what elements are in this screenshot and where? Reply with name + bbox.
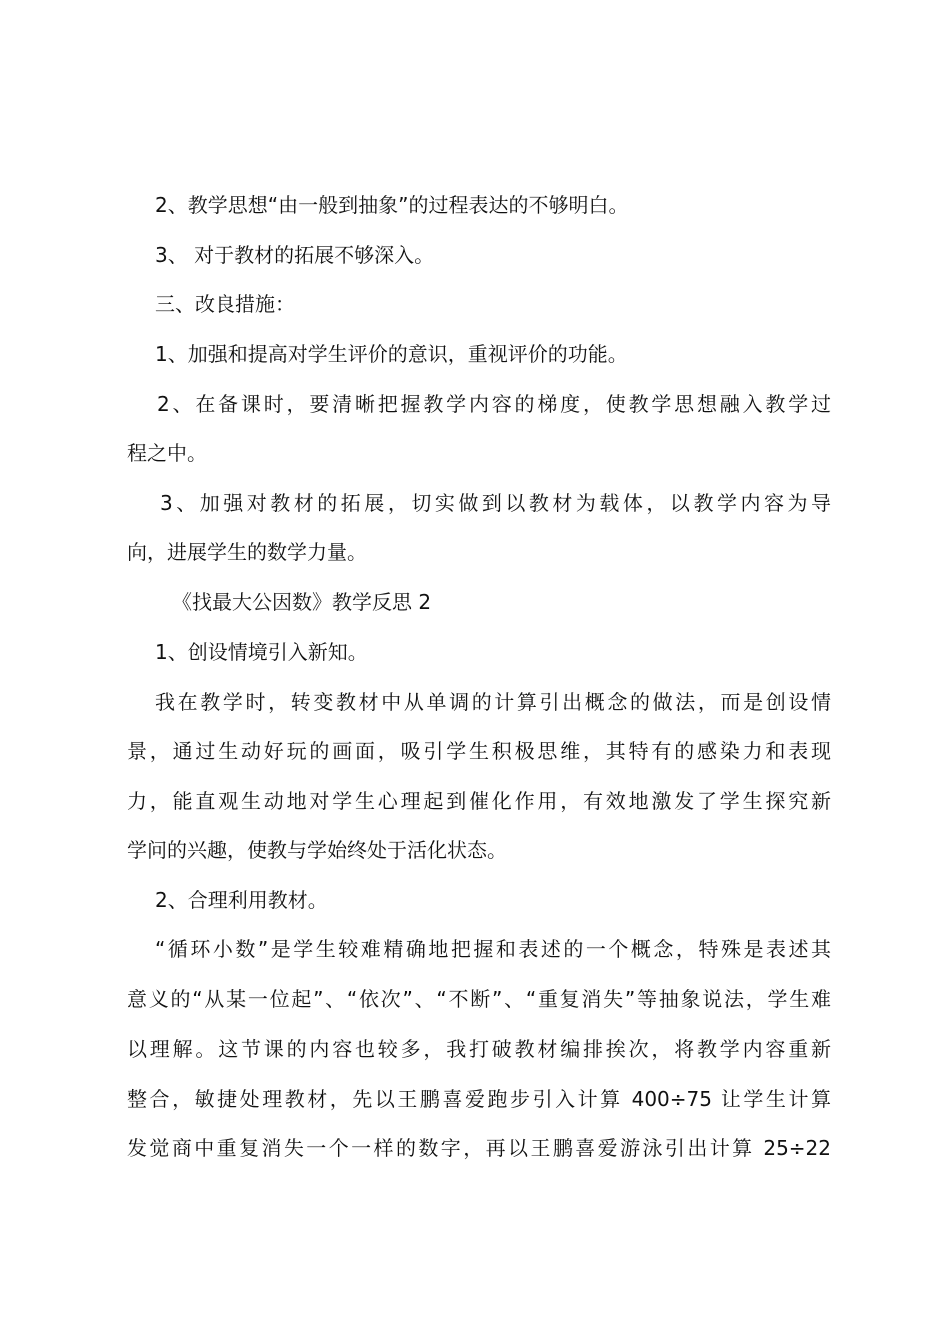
text-line: 2、在备课时，要清晰把握教学内容的梯度，使教学思想融入教学过 xyxy=(157,392,831,416)
text-line: 整合，敏捷处理教材，先以王鹏喜爱跑步引入计算 400÷75 让学生计算 xyxy=(127,1087,831,1111)
text-line: 我在教学时，转变教材中从单调的计算引出概念的做法，而是创设情 xyxy=(155,690,831,714)
text-line: 学问的兴趣，使教与学始终处于活化状态。 xyxy=(127,838,507,862)
text-line: 景，通过生动好玩的画面，吸引学生积极思维，其特有的感染力和表现 xyxy=(127,739,831,763)
text-line: 以理解。这节课的内容也较多，我打破教材编排挨次，将教学内容重新 xyxy=(127,1037,831,1061)
text-line: 1、创设情境引入新知。 xyxy=(155,640,368,664)
text-line: 2、合理利用教材。 xyxy=(155,888,328,912)
text-line: “循环小数”是学生较难精确地把握和表述的一个概念，特殊是表述其 xyxy=(155,937,831,961)
text-line: 2、教学思想“由一般到抽象”的过程表达的不够明白。 xyxy=(155,193,629,217)
text-line: 向，进展学生的数学力量。 xyxy=(127,540,367,564)
text-line: 力，能直观生动地对学生心理起到催化作用，有效地激发了学生探究新 xyxy=(127,789,831,813)
text-line: 3、加强对教材的拓展，切实做到以教材为载体，以教学内容为导 xyxy=(160,491,831,515)
text-line: 1、加强和提高对学生评价的意识，重视评价的功能。 xyxy=(155,342,628,366)
section-heading: 三、改良措施： xyxy=(155,292,295,316)
text-line: 意义的“从某一位起”、“依次”、“不断”、“重复消失”等抽象说法，学生难 xyxy=(127,987,831,1011)
text-line: 3、 对于教材的拓展不够深入。 xyxy=(155,243,435,267)
text-line: 程之中。 xyxy=(127,441,207,465)
sub-title: 《找最大公因数》教学反思 2 xyxy=(172,590,432,614)
text-line: 发觉商中重复消失一个一样的数字，再以王鹏喜爱游泳引出计算 25÷22 xyxy=(127,1136,831,1160)
